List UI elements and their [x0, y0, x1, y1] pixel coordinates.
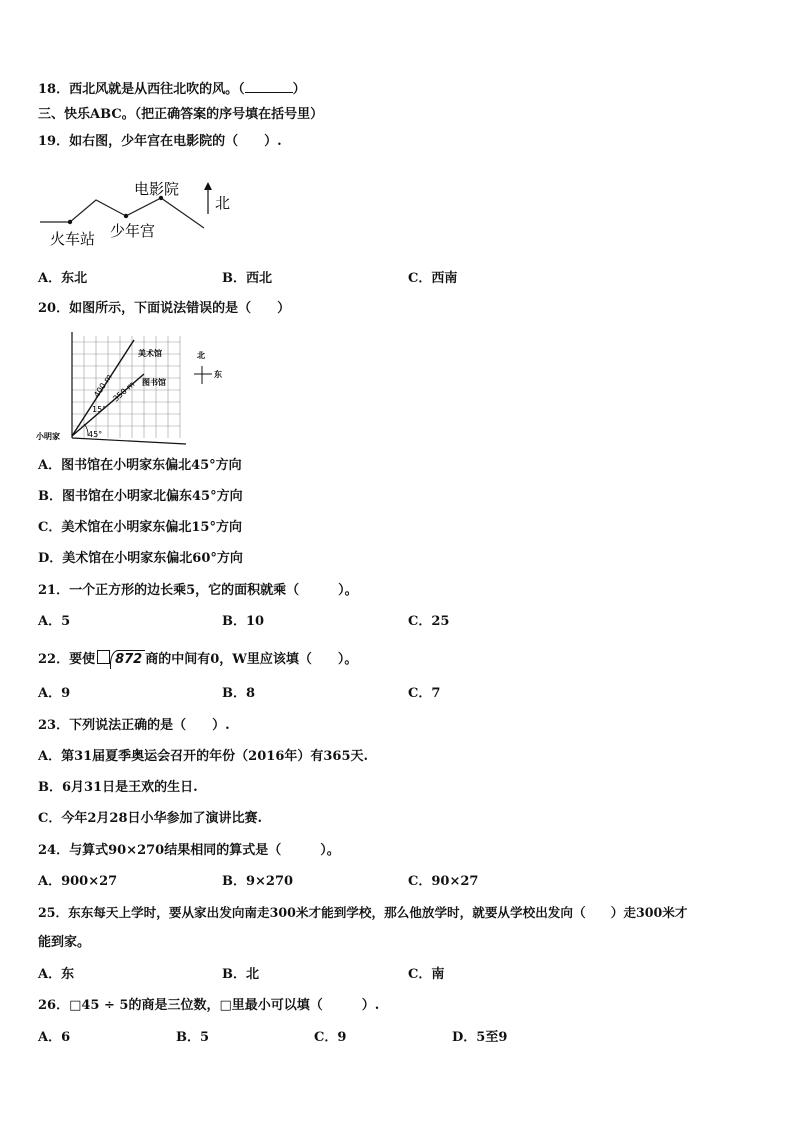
q24-option-b: B．9×270	[222, 874, 294, 889]
q23-option-a: A．第31届夏季奥运会召开的年份（2016年）有365天.	[38, 749, 369, 764]
distance-350-label: 350 m	[111, 379, 137, 404]
q20-option-b: B．图书馆在小明家北偏东45°方向	[38, 489, 243, 504]
question-22-post: 商的中间有0，W里应该填（ ）。	[145, 652, 358, 667]
question-25-stem-line1: 25．东东每天上学时，要从家出发向南走300米才能到学校，那么他放学时，就要从学校出发向（ ）走300米才	[38, 905, 688, 920]
q20-option-c: C．美术馆在小明家东偏北15°方向	[38, 520, 242, 535]
q26-option-b: B．5	[176, 1030, 210, 1045]
compass-north-label: 北	[197, 351, 205, 360]
art-museum-label: 美术馆	[138, 349, 162, 358]
q26-option-c: C．9	[314, 1030, 347, 1045]
question-26-stem: 26．□45 ÷ 5的商是三位数，□里最小可以填（ ）.	[38, 998, 380, 1013]
q21-option-c: C．25	[408, 614, 450, 629]
section-heading: 三、快乐ABC。（把正确答案的序号填在括号里）	[38, 107, 324, 122]
q24-option-a: A．900×27	[38, 874, 118, 889]
angle-45-label: 45°	[88, 430, 103, 439]
q19-option-a: A．东北	[38, 271, 88, 286]
distance-400-label: 400 m	[92, 372, 114, 400]
direction-map-figure	[36, 328, 236, 450]
youth-palace-dot	[124, 214, 128, 218]
question-18-tail: ）	[292, 82, 306, 97]
library-label: 图书馆	[142, 378, 166, 387]
q22-option-c: C．7	[408, 686, 441, 701]
question-22-stem	[38, 650, 357, 669]
question-18-text: 18．西北风就是从西往北吹的风。（	[38, 82, 245, 97]
station-dot	[68, 220, 72, 224]
cinema-label: 电影院	[134, 180, 180, 198]
north-arrow-icon	[204, 182, 212, 190]
youth-palace-label: 少年宫	[110, 222, 156, 240]
q26-option-d: D．5至9	[452, 1030, 508, 1045]
q20-option-a: A．图书馆在小明家东偏北45°方向	[38, 458, 242, 473]
question-19-stem: 19．如右图，少年宫在电影院的（ ）.	[38, 134, 282, 149]
q25-option-b: B．北	[222, 967, 259, 982]
q25-option-a: A．东	[38, 967, 75, 982]
q23-option-b: B．6月31日是王欢的生日.	[38, 780, 198, 795]
blank-box	[97, 650, 110, 664]
angle-15-label: 15°	[92, 405, 107, 414]
question-24-stem: 24．与算式90×270结果相同的算式是（ ）。	[38, 843, 340, 858]
q19-option-b: B．西北	[222, 271, 272, 286]
route-map-figure	[36, 172, 246, 252]
q19-option-c: C．西南	[408, 271, 458, 286]
q26-option-a: A．6	[38, 1030, 71, 1045]
division-dividend: 872	[110, 650, 145, 669]
answer-blank	[245, 80, 293, 93]
compass-east-label: 东	[214, 370, 222, 379]
q22-option-b: B．8	[222, 686, 256, 701]
question-20-stem: 20．如图所示，下面说法错误的是（ ）	[38, 301, 291, 316]
question-22-pre: 22．要使	[38, 652, 96, 667]
question-23-stem: 23．下列说法正确的是（ ）.	[38, 718, 230, 733]
q21-option-b: B．10	[222, 614, 265, 629]
q22-option-a: A．9	[38, 686, 71, 701]
q21-option-a: A．5	[38, 614, 71, 629]
q24-option-c: C．90×27	[408, 874, 479, 889]
question-25-stem-line2: 能到家。	[38, 935, 91, 950]
q20-option-d: D．美术馆在小明家东偏北60°方向	[38, 551, 243, 566]
north-label: 北	[215, 194, 231, 212]
station-label: 火车站	[50, 230, 96, 248]
question-21-stem: 21．一个正方形的边长乘5，它的面积就乘（ ）。	[38, 583, 358, 598]
q23-option-c: C．今年2月28日小华参加了演讲比赛.	[38, 811, 263, 826]
q25-option-c: C．南	[408, 967, 445, 982]
home-label: 小明家	[36, 432, 60, 441]
question-18	[38, 80, 306, 99]
